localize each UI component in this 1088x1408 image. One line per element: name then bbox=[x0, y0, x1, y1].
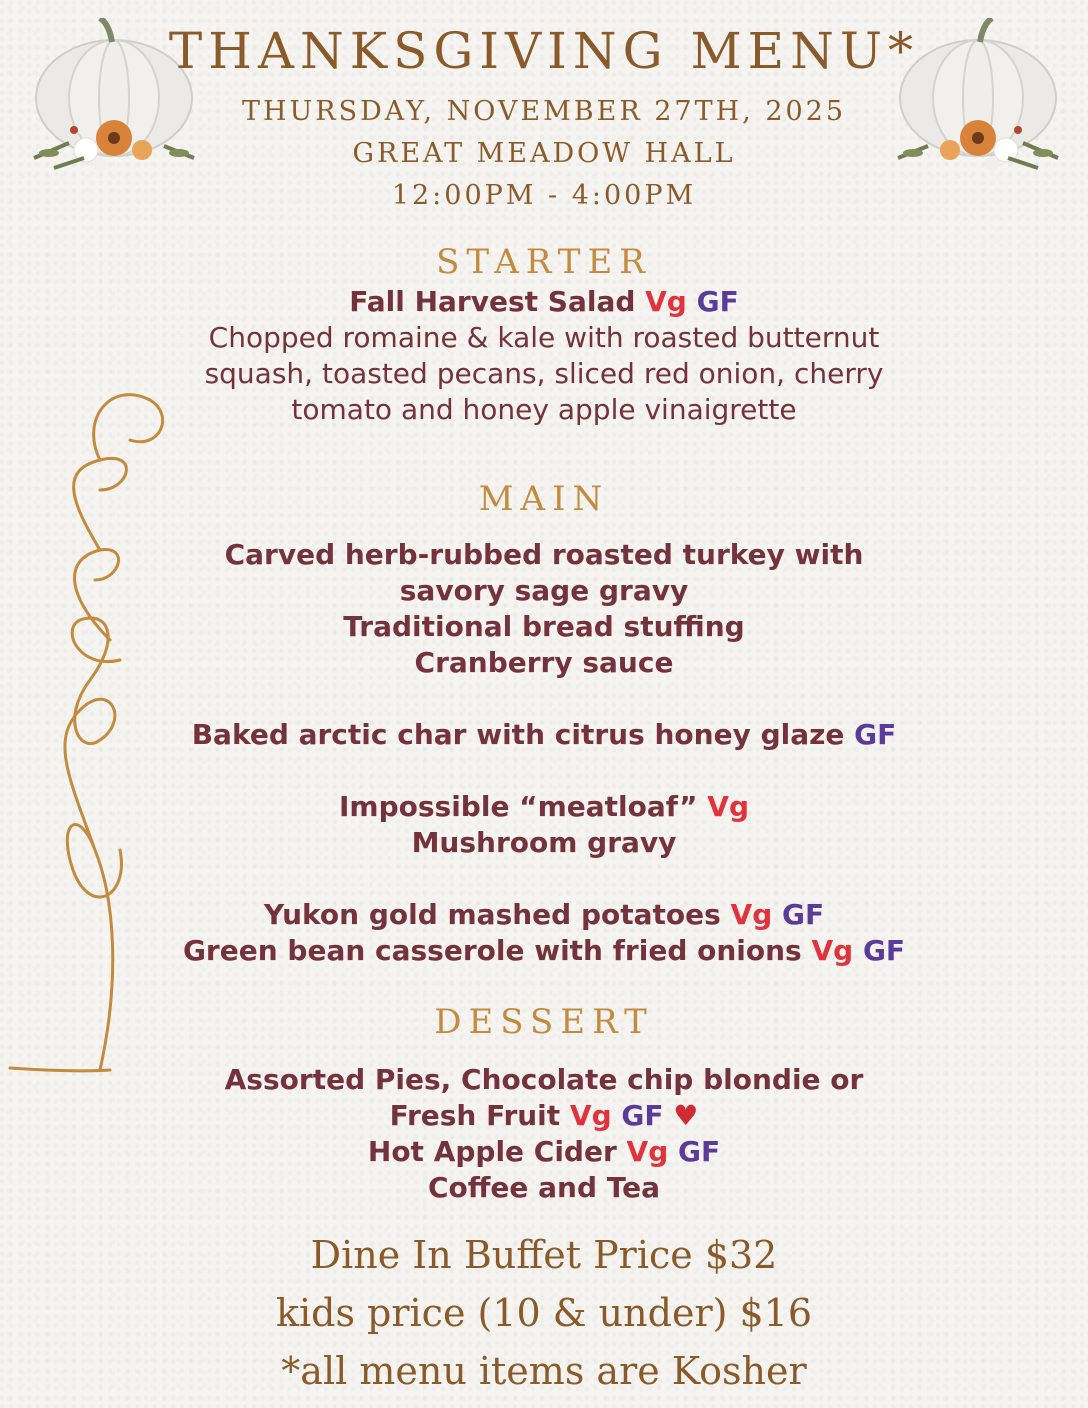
vegan-tag: Vg bbox=[730, 898, 773, 931]
gluten-free-tag: GF bbox=[621, 1099, 664, 1132]
menu-title: THANKSGIVING MENU* bbox=[168, 22, 920, 80]
menu-item-line: Traditional bread stuffing bbox=[343, 610, 745, 643]
menu-item-line: Carved herb-rubbed roasted turkey with bbox=[224, 538, 864, 571]
menu-item-line: Mushroom gravy bbox=[411, 826, 677, 859]
item-name: Fall Harvest Salad bbox=[349, 285, 636, 318]
gluten-free-tag: GF bbox=[782, 898, 825, 931]
heart-icon: ♥ bbox=[673, 1099, 699, 1132]
item-name: Yukon gold mashed potatoes bbox=[263, 898, 721, 931]
dessert-block bbox=[0, 1062, 1088, 1206]
gluten-free-tag: GF bbox=[696, 285, 739, 318]
item-name: Fresh Fruit bbox=[389, 1099, 561, 1132]
event-location: GREAT MEADOW HALL bbox=[352, 138, 736, 169]
vegan-tag: Vg bbox=[645, 285, 687, 318]
item-description: Chopped romaine & kale with roasted butternut bbox=[208, 321, 880, 354]
item-name: Green bean casserole with fried onions bbox=[182, 934, 802, 967]
item-name: Hot Apple Cider bbox=[367, 1135, 617, 1168]
gluten-free-tag: GF bbox=[854, 718, 897, 751]
menu-item-potatoes bbox=[0, 897, 1088, 933]
menu-item-cider bbox=[0, 1134, 1088, 1170]
section-heading-dessert: DESSERT bbox=[434, 1002, 654, 1042]
pricing-block bbox=[0, 1226, 1088, 1400]
menu-item-line: savory sage gravy bbox=[399, 574, 689, 607]
starter-block bbox=[0, 284, 1088, 428]
event-date: THURSDAY, NOVEMBER 27TH, 2025 bbox=[241, 96, 847, 127]
menu-item-char bbox=[0, 717, 1088, 753]
vegan-tag: Vg bbox=[569, 1099, 612, 1132]
vegan-tag: Vg bbox=[811, 934, 854, 967]
gluten-free-tag: GF bbox=[678, 1135, 721, 1168]
menu-item-meatloaf bbox=[0, 789, 1088, 825]
gluten-free-tag: GF bbox=[862, 934, 906, 967]
menu-item-salad bbox=[0, 284, 1088, 320]
item-description: tomato and honey apple vinaigrette bbox=[291, 393, 797, 426]
menu-item-line: Coffee and Tea bbox=[427, 1171, 661, 1204]
vegan-tag: Vg bbox=[626, 1135, 669, 1168]
item-description: squash, toasted pecans, sliced red onion, cherry bbox=[204, 357, 884, 390]
kids-price: kids price (10 & under) $16 bbox=[275, 1291, 813, 1335]
menu-item-line: Assorted Pies, Chocolate chip blondie or bbox=[224, 1063, 864, 1096]
menu-item-fruit bbox=[0, 1098, 1088, 1134]
item-name: Impossible “meatloaf” bbox=[339, 790, 698, 823]
buffet-price: Dine In Buffet Price $32 bbox=[310, 1233, 778, 1277]
menu-item-line: Cranberry sauce bbox=[414, 646, 674, 679]
section-heading-main: MAIN bbox=[478, 479, 610, 519]
main-block bbox=[0, 537, 1088, 969]
vegan-tag: Vg bbox=[707, 790, 749, 823]
event-time: 12:00PM - 4:00PM bbox=[391, 180, 697, 211]
kosher-note: *all menu items are Kosher bbox=[281, 1349, 807, 1393]
item-name: Baked arctic char with citrus honey glaze bbox=[191, 718, 845, 751]
menu-item-greenbean bbox=[0, 933, 1088, 969]
section-heading-starter: STARTER bbox=[436, 242, 652, 282]
